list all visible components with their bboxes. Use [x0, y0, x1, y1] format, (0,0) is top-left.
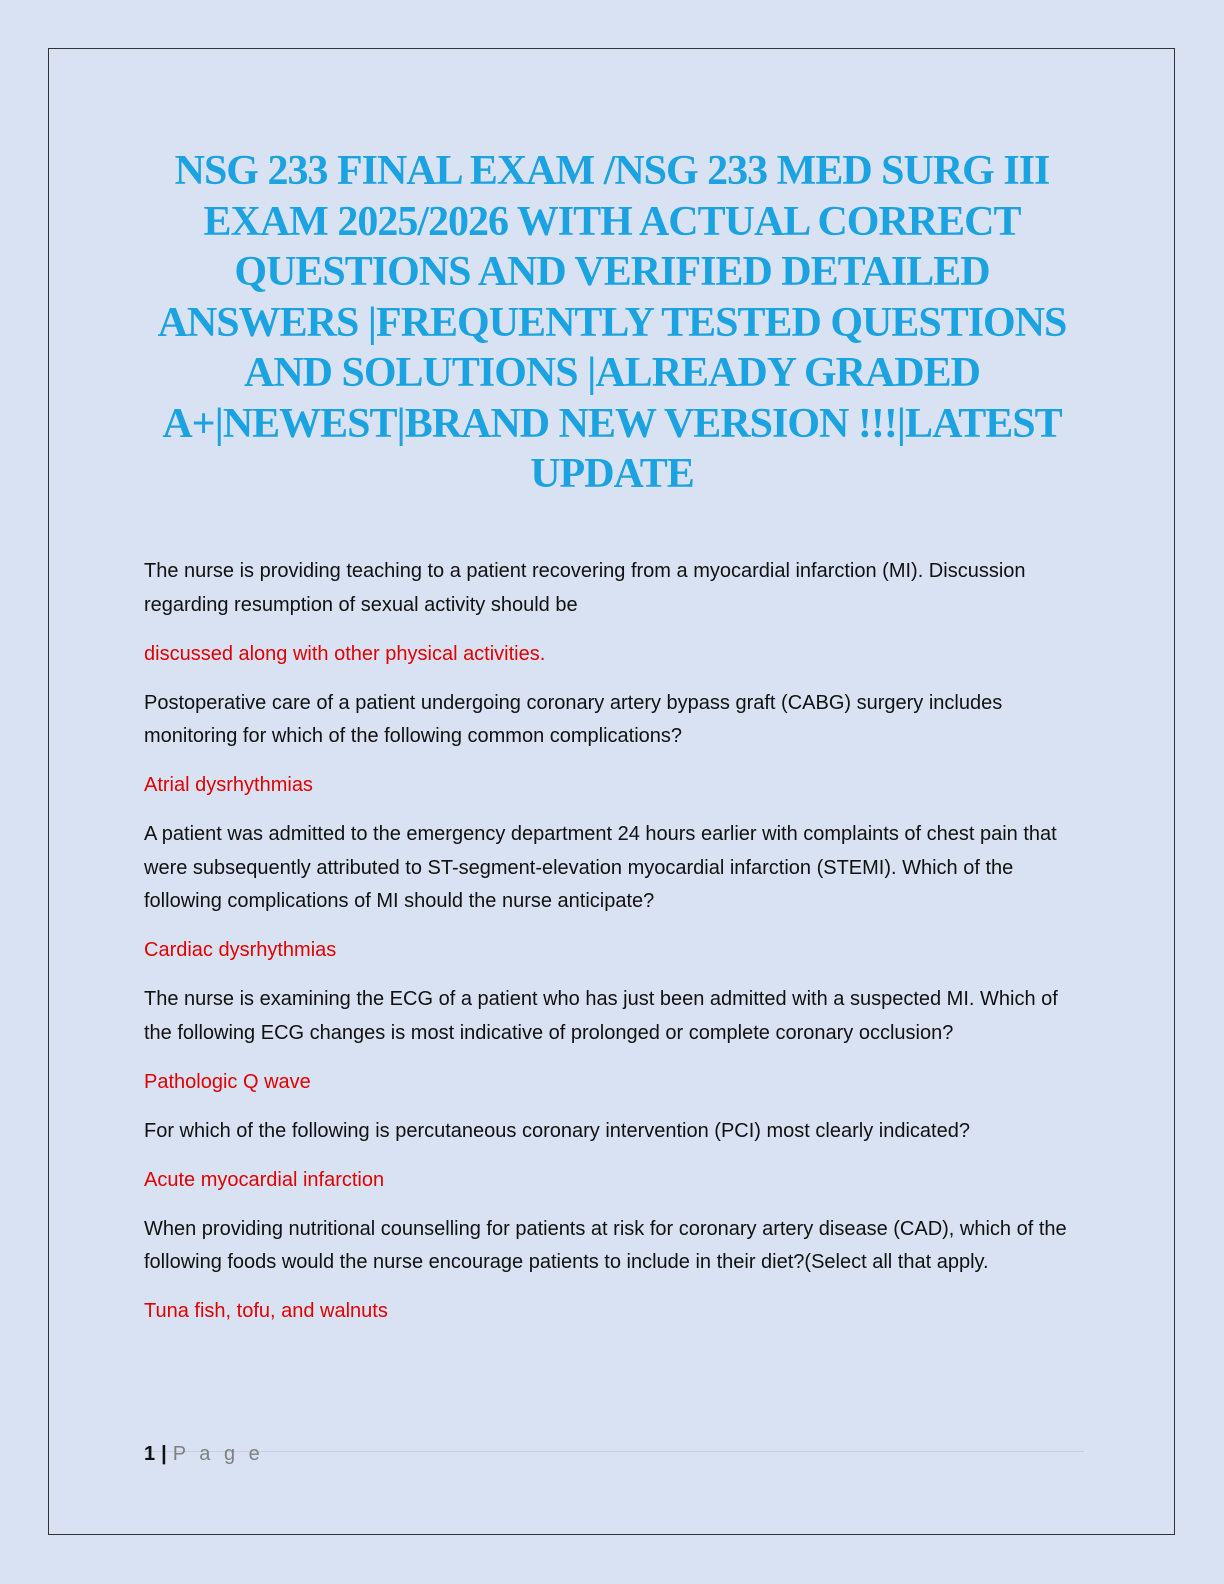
document-title: NSG 233 FINAL EXAM /NSG 233 MED SURG III EXAM 2025/2026 WITH ACTUAL CORRECT QUESTIONS AND VERIFIED DETAILED ANSWERS |FREQUENTLY TESTED QUESTIONS AND SOLUTIONS |ALREADY GRADED A+|NEWEST|BRAND NEW VERSION !!!|LATEST UPDATE — [157, 148, 1067, 497]
question-4: The nurse is examining the ECG of a patient who has just been admitted with a suspected MI. Which of the following ECG changes is most indicative of prolonged or complete coronary occlusion? — [144, 988, 1058, 1044]
question-1: The nurse is providing teaching to a patient recovering from a myocardial infarction (MI). Discussion regarding resumption of sexual activity should be — [144, 560, 1026, 616]
question-6: When providing nutritional counselling for patients at risk for coronary artery disease (CAD), which of the following foods would the nurse encourage patients to include in their diet?(Select all that apply. — [144, 1217, 1067, 1273]
page-label: P a g e — [172, 1443, 264, 1465]
qa-list — [144, 555, 1084, 1344]
question-5: For which of the following is percutaneous coronary intervention (PCI) most clearly indicated? — [144, 1119, 970, 1142]
page-number — [144, 1442, 264, 1466]
page-number-separator: | — [161, 1443, 167, 1465]
question-3: A patient was admitted to the emergency department 24 hours earlier with complaints of chest pain that were subsequently attributed to ST-segment-elevation myocardial infarction (STEMI). Which of the following complications of MI should the nurse anticipate? — [144, 823, 1057, 912]
answer-4: Pathologic Q wave — [144, 1070, 311, 1093]
answer-2: Atrial dysrhythmias — [144, 774, 313, 796]
answer-3: Cardiac dysrhythmias — [144, 939, 337, 961]
answer-5: Acute myocardial infarction — [144, 1168, 385, 1191]
answer-6: Tuna fish, tofu, and walnuts — [144, 1300, 388, 1322]
answer-1: discussed along with other physical activities. — [144, 642, 546, 665]
page-number-value: 1 — [144, 1443, 156, 1465]
footer-rule — [144, 1451, 1084, 1452]
question-2: Postoperative care of a patient undergoing coronary artery bypass graft (CABG) surgery includes monitoring for which of the following common complications? — [144, 691, 1003, 747]
